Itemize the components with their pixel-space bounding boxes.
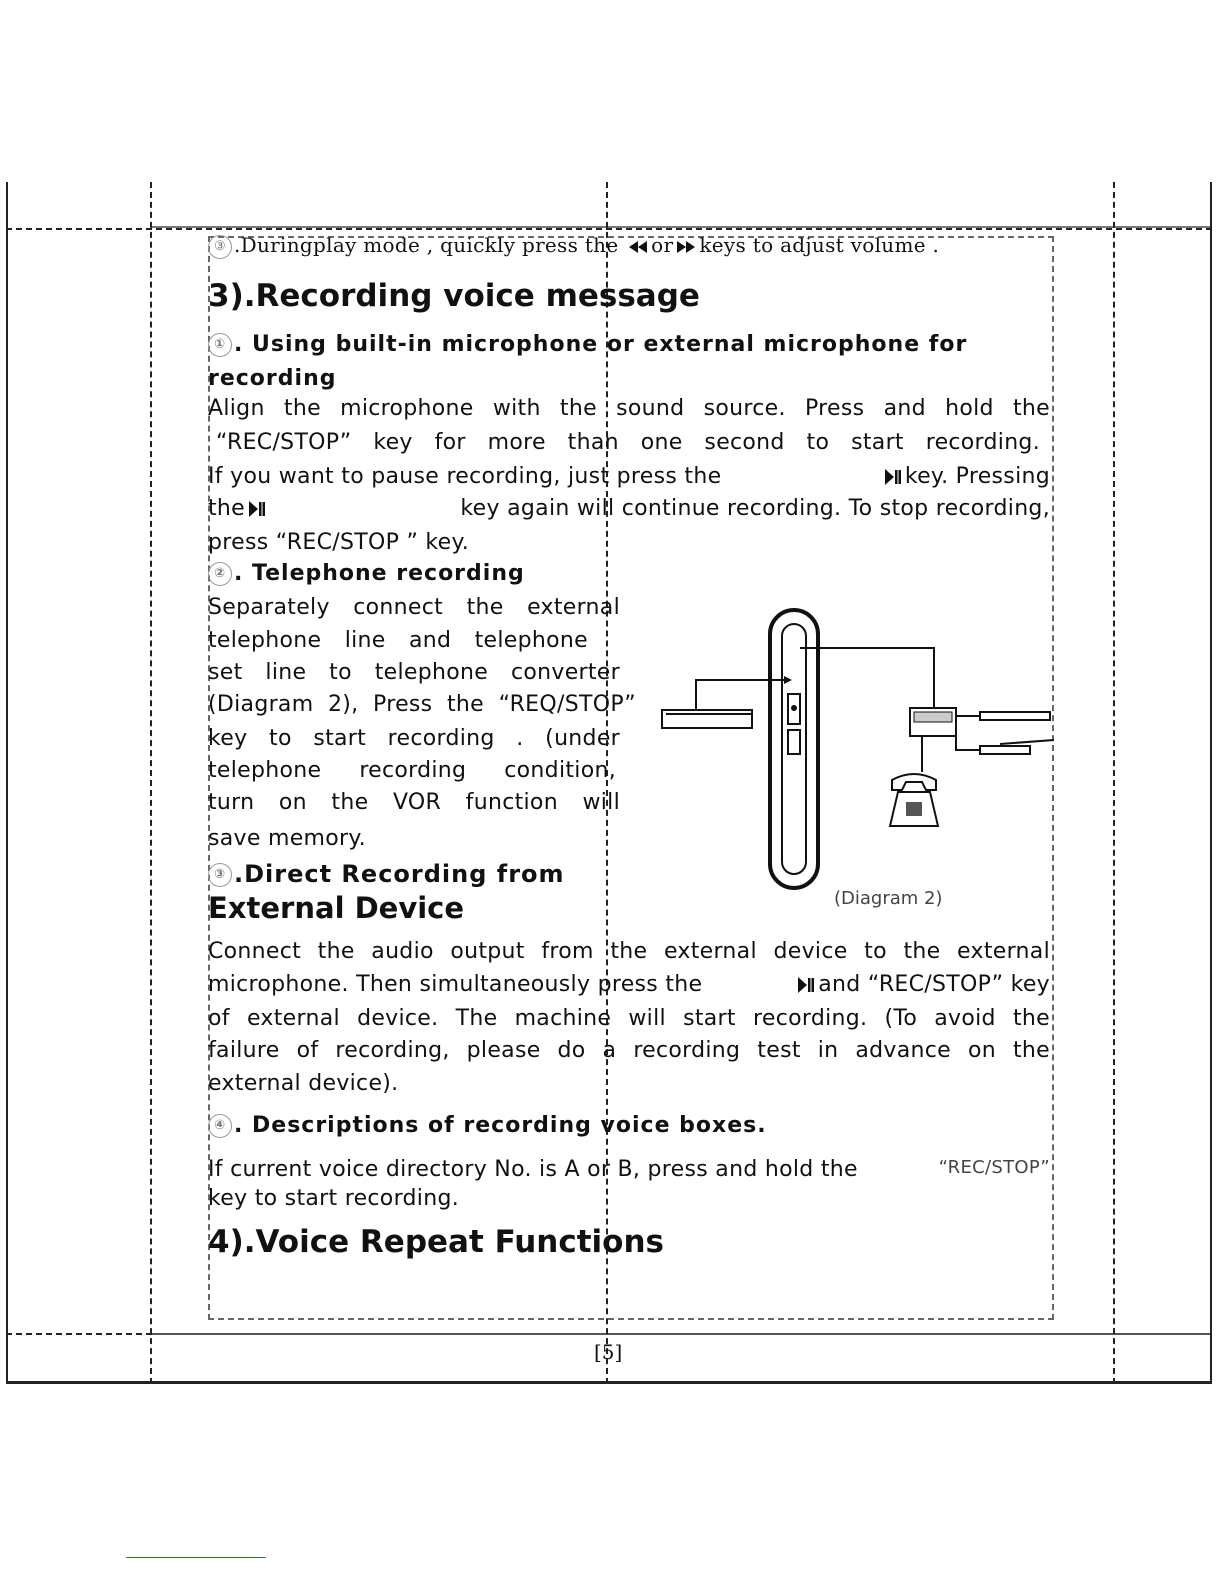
page-number: [5]	[594, 1340, 623, 1364]
section-title: 3).Recording voice message	[208, 278, 700, 314]
body-line: telephone recording condition,	[208, 758, 616, 783]
body-line: key to start recording . (under	[208, 726, 620, 751]
subsection-heading: ④ . Descriptions of recording voice boxes.	[208, 1113, 767, 1138]
rewind-icon	[629, 241, 647, 253]
top-rule	[6, 228, 1212, 230]
body-line: telephone line and telephone	[208, 628, 588, 653]
left-border	[6, 182, 8, 1384]
recorder-device	[770, 610, 818, 888]
subsection-heading: ② . Telephone recording	[208, 561, 525, 586]
left-guide	[150, 182, 152, 1384]
body-line: set line to telephone converter	[208, 660, 620, 685]
body-line: of external device. The machine will start recording. (To avoid the	[208, 1006, 1050, 1031]
subsection-heading: ③ .Direct Recording from	[208, 860, 565, 888]
body-line: If you want to pause recording, just press the key. Pressing	[208, 464, 1050, 489]
top-inner-rule	[152, 226, 1210, 228]
play-pause-icon	[249, 501, 265, 517]
footer-rule	[126, 1557, 266, 1558]
body-line: If current voice directory No. is A or B, press and hold the “REC/STOP”	[208, 1157, 1050, 1182]
body-line: Align the microphone with the sound source. Press and hold the	[208, 396, 1050, 421]
note-number: ③	[208, 235, 232, 259]
section-title: 4).Voice Repeat Functions	[208, 1224, 664, 1260]
play-pause-icon	[885, 469, 901, 485]
body-line: failure of recording, please do a recording test in advance on the	[208, 1038, 1050, 1063]
body-line: “REC/STOP” key for more than one second to start recording.	[216, 430, 1040, 455]
telephone-icon	[890, 774, 938, 826]
body-line: (Diagram 2), Press the “REQ/STOP”	[208, 692, 636, 717]
body-line: Connect the audio output from the external device to the external	[208, 939, 1050, 964]
fast-forward-icon	[677, 241, 695, 253]
body-line: microphone. Then simultaneously press the and “REC/STOP” key	[208, 972, 1050, 997]
right-border	[1210, 182, 1212, 1384]
body-line: turn on the VOR function will	[208, 790, 620, 815]
subsection-heading: ① . Using built-in microphone or external microphone for	[208, 332, 967, 357]
play-pause-icon	[798, 977, 814, 993]
body-line: external device).	[208, 1071, 399, 1096]
bottom-border	[6, 1381, 1212, 1384]
external-line-plug	[662, 710, 752, 728]
body-line: save memory.	[208, 826, 366, 851]
diagram-caption: (Diagram 2)	[834, 888, 943, 909]
right-guide	[1113, 182, 1115, 1384]
body-line: press “REC/STOP ” key.	[208, 530, 469, 555]
body-line: the key again will continue recording. To stop recording,	[208, 496, 1050, 521]
body-line: Separately connect the external	[208, 595, 620, 620]
subsection-heading-cont: External Device	[208, 891, 465, 925]
volume-note: ③ .Duringplay mode , quickly press the or keys to adjust volume .	[208, 233, 939, 259]
body-line: key to start recording.	[208, 1186, 460, 1211]
bottom-inner-rule	[152, 1333, 1210, 1335]
subsection-heading-cont: recording	[208, 366, 337, 391]
telephone-recording-diagram	[660, 604, 1054, 894]
